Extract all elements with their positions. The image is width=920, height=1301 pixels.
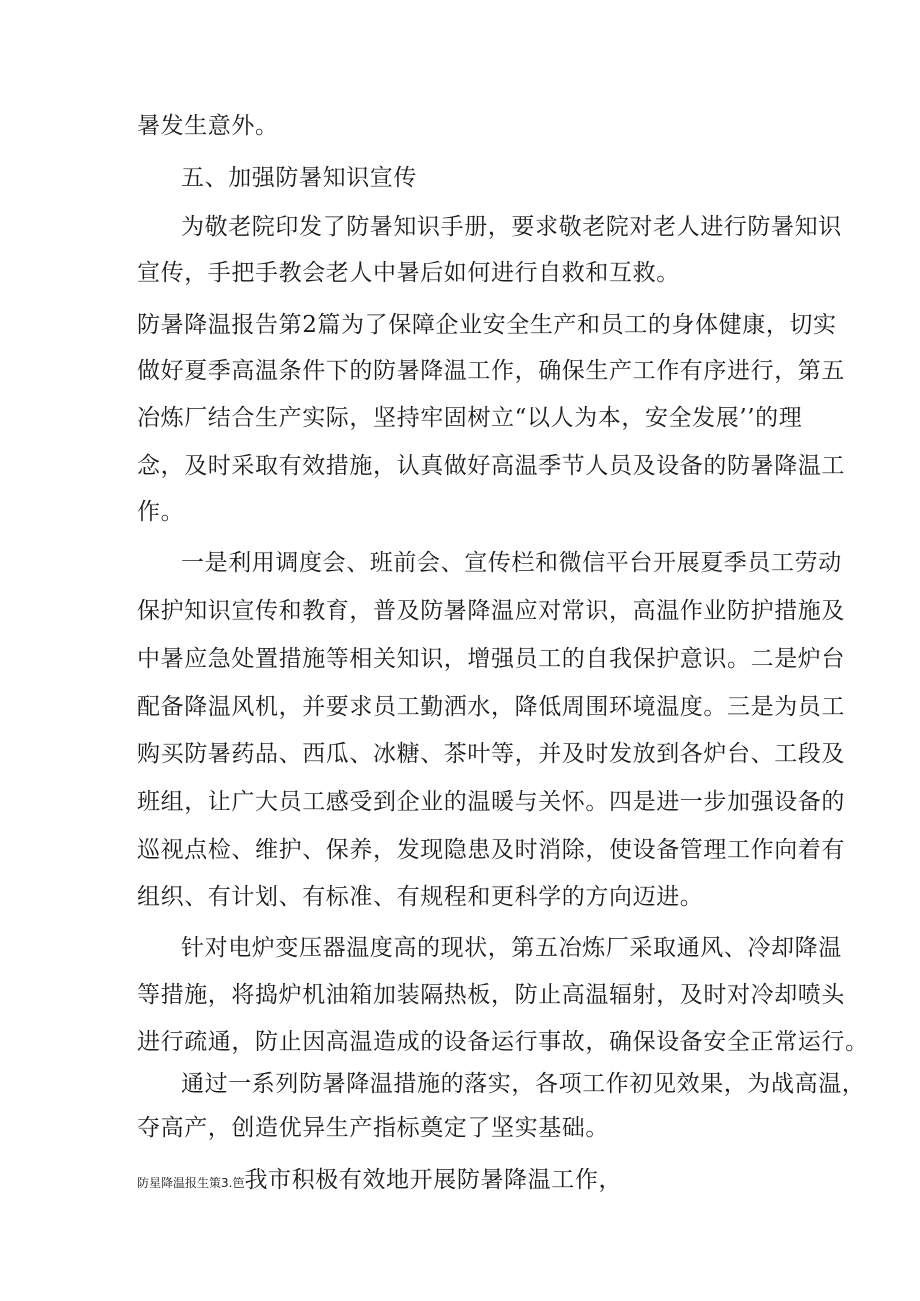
text-line: 购买防暑药品、西瓜、冰糖、茶叶等，并及时发放到各炉台、工段及	[137, 741, 845, 767]
text-line: 做好夏季高温条件下的防暑降温工作，确保生产工作有序进行，第五	[137, 358, 845, 384]
text-line: 为敬老院印发了防暑知识手册，要求敬老院对老人进行防暑知识	[181, 214, 842, 240]
text-line: 作。	[137, 499, 185, 525]
text-line: 暑发生意外。	[137, 113, 279, 139]
text-line: 配备降温风机，并要求员工勤洒水，降低周围环境温度。三是为员工	[137, 694, 845, 720]
text-line: 进行疏通，防止因高温造成的设备运行事故，确保设备安全正常运行。	[137, 1029, 869, 1055]
text-line: 念，及时采取有效措施，认真做好高温季节人员及设备的防暑降温工	[137, 453, 845, 479]
section-heading: 五、加强防暑知识宣传	[181, 165, 417, 191]
garbled-heading-prefix: 防星降温报生策3.笆	[137, 1176, 245, 1190]
text-line: 保护知识宣传和教育，普及防暑降温应对常识，高温作业防护措施及	[137, 598, 845, 624]
text-line: 宣传，手把手教会老人中暑后如何进行自救和互救。	[137, 260, 680, 286]
text-line: 巡视点检、维护、保养，发现隐患及时消除，使设备管理工作向着有	[137, 837, 845, 863]
text-line: 等措施，将捣炉机油箱加装隔热板，防止高温辐射，及时对冷却喷头	[137, 982, 845, 1008]
last-line-text: 我市积极有效地开展防暑降温工作，	[244, 1167, 623, 1193]
text-line: 班组，让广大员工感受到企业的温暖与关怀。四是进一步加强设备的	[137, 789, 845, 815]
text-line: 通过一系列防暑降温措施的落实，各项工作初见效果，为战高温，	[181, 1071, 866, 1097]
text-line: 冶炼厂结合生产实际，坚持牢固树立“以人为本，安全发展’’的理	[137, 405, 803, 431]
text-line: 针对电炉变压器温度高的现状，第五冶炼厂采取通风、冷却降温	[181, 935, 842, 961]
text-line: 组织、有计划、有标准、有规程和更科学的方向迈进。	[137, 884, 704, 910]
text-line: 夺高产，创造优异生产指标奠定了坚实基础。	[137, 1115, 609, 1141]
text-line: 一是利用调度会、班前会、宣传栏和微信平台开展夏季员工劳动	[181, 550, 842, 576]
text-line-last	[137, 1165, 622, 1198]
text-line: 中暑应急处置措施等相关知识，增强员工的自我保护意识。二是炉台	[137, 646, 845, 672]
text-line: 防暑降温报告第2篇为了保障企业安全生产和员工的身体健康，切实	[137, 312, 837, 338]
